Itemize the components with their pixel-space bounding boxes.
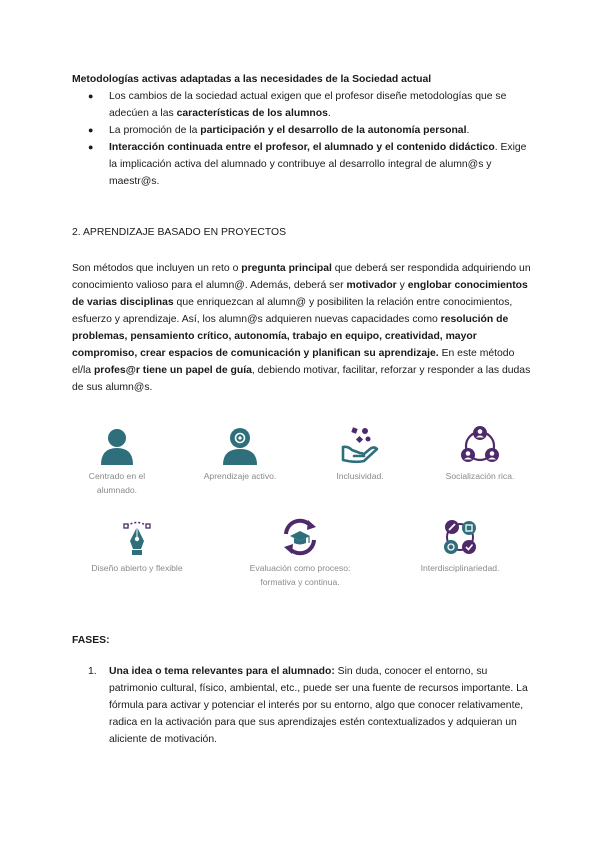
list-item: ● La promoción de la participación y el desarrollo de la autonomía personal. [88,122,532,139]
inclusion-icon [340,425,380,465]
feature-label: Interdisciplinariedad. [420,563,500,573]
socialization-icon [460,425,500,465]
student-center-icon [97,425,137,465]
methodologies-bullet-list [88,88,532,190]
feature-evaluation [240,517,360,589]
feature-open-design [82,517,192,575]
section-heading-projects: 2. APRENDIZAJE BASADO EN PROYECTOS [72,227,287,238]
projects-paragraph: Son métodos que incluyen un reto o pregunta principal que deberá ser respondida adquiriendo un conocimiento valioso para el alumn@. Además, deberá ser motivador y englobar conocimientos de varias disciplinas que enriquezcan al alumn@ y posibiliten la relación entre conocimientos, esfuerzo y aprendizaje. Así, los alumn@s adquieren nuevas capacidades como resolución de problemas, pensamiento crítico, autonomía, trabajo en equipo, creatividad, mayor compromiso, crear espacios de comunicación y planifican su aprendizaje. En este método el/la profes@r tiene un papel de guía, debiendo motivar, facilitar, reforzar y responder a las dudas de sus alumn@s. [72,263,531,393]
features-infographic [0,425,600,600]
interdisciplinary-icon [440,517,480,557]
phases-list [88,663,532,748]
feature-student-center [72,425,162,497]
feature-label: Aprendizaje activo. [203,471,277,481]
active-learning-icon [220,425,260,465]
feature-label: Inclusividad. [336,471,384,481]
list-item: 1. Una idea o tema relevantes para el alumnado: Sin duda, conocer el entorno, su patrimonio cultural, físico, ambiental, etc., puede ser una fuente de recursos importante. La fórmula para activar y potenciar el interés por su entorno, algo que conocer relativamente, radica en la activación para que sus aprendizajes estén contextualizados y adquieran un aliciente de motivación. [88,663,532,748]
phases-heading: FASES: [72,635,110,646]
feature-socialization [430,425,530,483]
feature-interdisciplinary [405,517,515,575]
feature-active-learning [190,425,290,483]
feature-label: Evaluación como proceso: formativa y continua. [249,563,351,587]
list-item: ● Interacción continuada entre el profesor, el alumnado y el contenido didáctico. Exige la implicación activa del alumnado y contribuye al desarrollo integral de alumn@s y maestr@s. [88,139,532,190]
evaluation-cycle-icon [280,517,320,557]
design-pen-icon [117,517,157,557]
feature-inclusion [320,425,400,483]
list-item: ● Los cambios de la sociedad actual exigen que el profesor diseñe metodologías que se adecúen a las características de los alumnos. [88,88,532,122]
list-number: 1. [88,666,97,677]
feature-label: Socialización rica. [445,471,515,481]
feature-label: Diseño abierto y flexible [91,563,183,573]
feature-label: Centrado en el alumnado. [88,471,146,495]
section-heading-methodologies: Metodologías activas adaptadas a las necesidades de la Sociedad actual [72,74,432,85]
